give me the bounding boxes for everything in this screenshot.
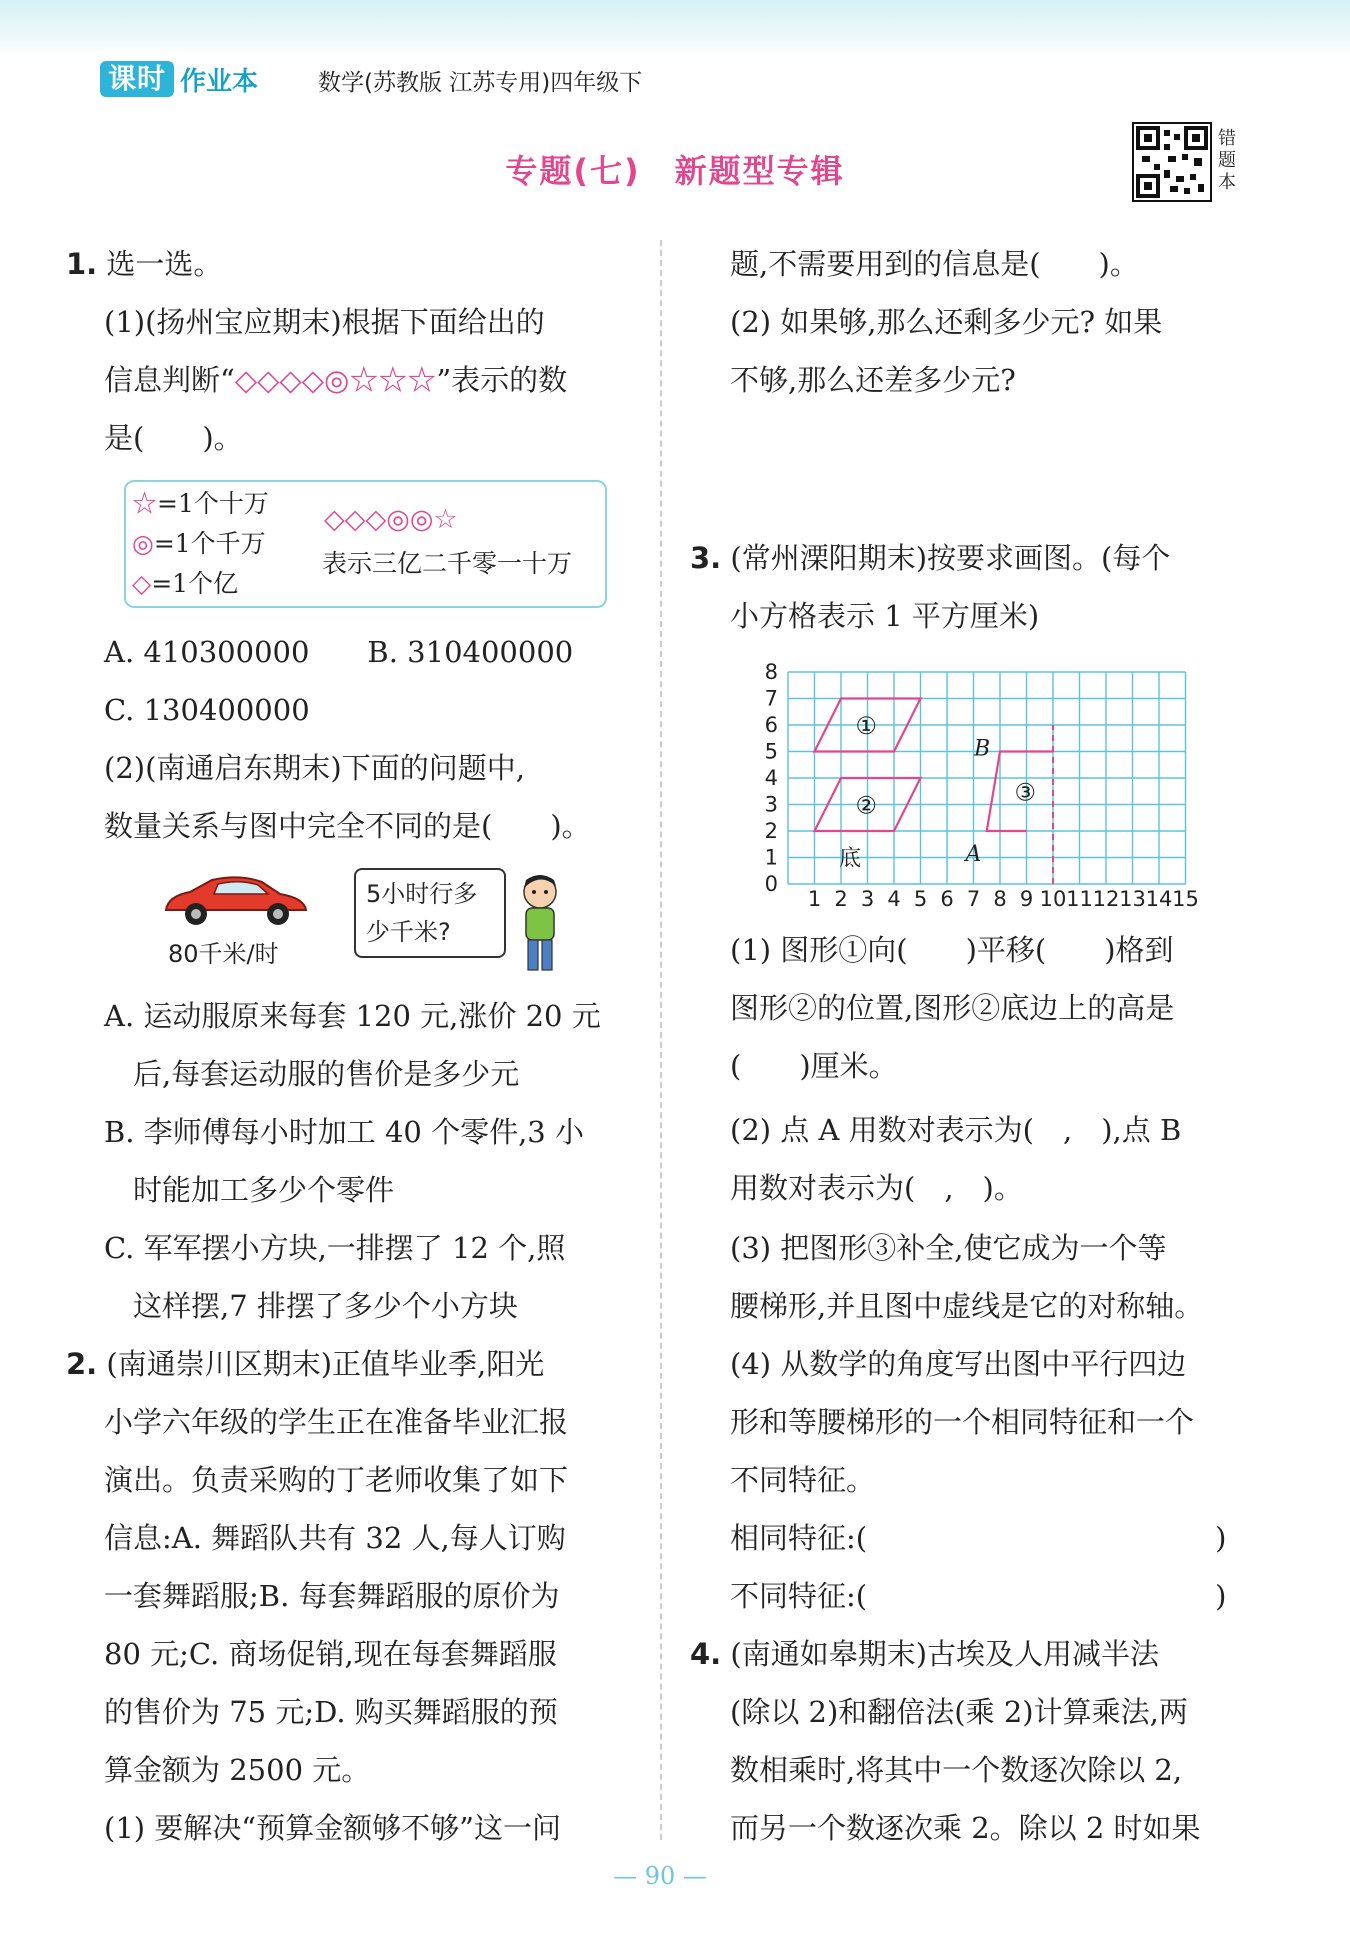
x-tick-label: 5 — [913, 887, 928, 911]
logo-badge: 课时 — [100, 61, 174, 97]
q3-part3-line: (3) 把图形③补全,使它成为一个等 — [730, 1231, 1167, 1265]
q1-option-b: B. 李师傅每小时加工 40 个零件,3 小 — [104, 1115, 584, 1149]
q4-line: 数相乘时,将其中一个数逐次除以 2, — [730, 1753, 1183, 1787]
book-info: 数学(苏教版 江苏专用)四年级下 — [318, 70, 643, 96]
page-title: 专题(七) 新题型专辑 — [505, 152, 845, 190]
header-band — [0, 0, 1350, 55]
x-tick-label: 13 — [1119, 887, 1146, 911]
shape-3-label: ③ — [1014, 778, 1037, 807]
q2-line: 一套舞蹈服;B. 每套舞蹈服的原价为 — [104, 1579, 560, 1613]
q1-option-c-cont: 这样摆,7 排摆了多少个小方块 — [104, 1289, 518, 1323]
car-speed-label: 80千米/时 — [168, 940, 279, 968]
speech-line-1: 5小时行多 — [366, 880, 478, 908]
y-tick-label: 7 — [764, 686, 778, 711]
y-tick-label: 0 — [764, 872, 778, 896]
same-feature-answer[interactable]: 相同特征:( ) — [730, 1521, 1227, 1555]
question-4-title: 4. (南通如皋期末)古埃及人用减半法 — [690, 1637, 1160, 1671]
q1-option-b-cont: 时能加工多少个零件 — [104, 1173, 395, 1207]
legend-diamond: ◇=1个亿 — [132, 569, 239, 598]
speech-line-2: 少千米? — [366, 918, 451, 946]
q3-part3-line: 腰梯形,并且图中虚线是它的对称轴。 — [730, 1289, 1204, 1323]
question-1-title: 1. 选一选。 — [66, 247, 223, 281]
x-tick-label: 1 — [807, 887, 822, 911]
info-box — [124, 480, 607, 608]
example-symbols: ◇◇◇◎◎☆ — [324, 504, 458, 535]
x-tick-label: 14 — [1145, 887, 1173, 911]
q2-part2-line: (2) 如果够,那么还剩多少元? 如果 — [730, 305, 1163, 339]
q2-line: 算金额为 2500 元。 — [104, 1753, 371, 1787]
point-a-label: A — [965, 842, 982, 867]
book-logo — [100, 60, 258, 98]
speech-bubble — [354, 868, 506, 958]
y-tick-label: 4 — [764, 766, 778, 790]
y-tick-label: 3 — [764, 792, 778, 817]
q2-line: 的售价为 75 元;D. 购买舞蹈服的预 — [104, 1695, 558, 1729]
q2-part2-line: 不够,那么还差多少元? — [730, 363, 1016, 397]
q2-part1-cont: 题,不需要用到的信息是( )。 — [730, 247, 1139, 281]
q4-line: (除以 2)和翻倍法(乘 2)计算乘法,两 — [730, 1695, 1188, 1729]
qr-code-icon[interactable] — [1132, 122, 1212, 202]
q1-option-c: C. 130400000 — [104, 693, 310, 727]
y-tick-label: 8 — [764, 660, 778, 684]
x-tick-label: 10 — [1039, 887, 1067, 911]
q1-option-a-cont: 后,每套运动服的售价是多少元 — [104, 1057, 520, 1091]
question-2-title: 2. (南通崇川区期末)正值毕业季,阳光 — [66, 1347, 545, 1381]
column-divider — [660, 240, 662, 1840]
q1-part2-line: (2)(南通启东期末)下面的问题中, — [104, 751, 525, 785]
example-text: 表示三亿二千零一十万 — [322, 549, 573, 578]
x-tick-label: 15 — [1172, 887, 1199, 911]
x-tick-label: 2 — [834, 887, 848, 911]
q1-option-a: A. 运动服原来每套 120 元,涨价 20 元 — [104, 999, 601, 1033]
q3-part1-line: (1) 图形①向( )平移( )格到 — [730, 933, 1174, 967]
q3-part4-line: (4) 从数学的角度写出图中平行四边 — [730, 1347, 1187, 1381]
q1-options-ab: A. 410300000 B. 310400000 — [104, 635, 574, 669]
x-tick-label: 7 — [966, 887, 981, 911]
q2-line: 信息:A. 舞蹈队共有 32 人,每人订购 — [104, 1521, 566, 1555]
q1-part1-line: 信息判断“◇◇◇◇◎☆☆☆”表示的数 — [104, 363, 568, 397]
q1-part1-blank: 是( )。 — [104, 421, 243, 455]
q1-option-c: C. 军军摆小方块,一排摆了 12 个,照 — [104, 1231, 566, 1265]
q2-line: 小学六年级的学生正在准备毕业汇报 — [104, 1405, 569, 1439]
q2-line: 80 元;C. 商场促销,现在每套舞蹈服 — [104, 1637, 557, 1671]
qr-label: 错题本 — [1218, 128, 1236, 193]
y-tick-label: 5 — [764, 739, 778, 764]
q1-part1-line: (1)(扬州宝应期末)根据下面给出的 — [104, 305, 545, 339]
x-tick-label: 6 — [940, 887, 954, 911]
coordinate-grid — [760, 652, 1220, 914]
logo-text: 作业本 — [180, 66, 259, 97]
shape-2-label: ② — [855, 791, 878, 820]
x-tick-label: 9 — [1019, 887, 1034, 911]
q3-part2-line: (2) 点 A 用数对表示为( , ),点 B — [730, 1113, 1182, 1147]
x-tick-label: 12 — [1092, 887, 1120, 911]
base-label: 底 — [839, 846, 862, 872]
q4-line: 而另一个数逐次乘 2。除以 2 时如果 — [730, 1811, 1201, 1845]
q3-part4-line: 形和等腰梯形的一个相同特征和一个 — [730, 1405, 1195, 1439]
legend-double-circle: ◎=1个千万 — [132, 529, 266, 558]
x-tick-label: 8 — [993, 887, 1007, 911]
y-tick-label: 1 — [764, 845, 778, 870]
question-3-title: 3. (常州溧阳期末)按要求画图。(每个 — [690, 541, 1171, 575]
q1-part2-line: 数量关系与图中完全不同的是( )。 — [104, 809, 591, 843]
q2-line: 演出。负责采购的丁老师收集了如下 — [104, 1463, 569, 1497]
q3-part1-blank: ( )厘米。 — [730, 1049, 898, 1083]
diff-feature-answer[interactable]: 不同特征:( ) — [730, 1579, 1227, 1613]
legend-star: ☆=1个十万 — [132, 489, 269, 518]
y-tick-label: 2 — [764, 819, 778, 843]
y-tick-label: 6 — [764, 713, 778, 737]
boy-icon — [512, 872, 568, 976]
page-number: — 90 — — [613, 1862, 707, 1890]
point-b-label: B — [974, 736, 991, 762]
q3-part4-line: 不同特征。 — [730, 1463, 876, 1497]
q3-part2-line: 用数对表示为( , )。 — [730, 1171, 1023, 1205]
x-tick-label: 3 — [860, 887, 875, 911]
q3-part1-line: 图形②的位置,图形②底边上的高是 — [730, 991, 1175, 1025]
q3-line: 小方格表示 1 平方厘米) — [730, 599, 1040, 633]
car-icon — [160, 870, 310, 930]
x-tick-label: 4 — [887, 887, 901, 911]
q2-part1-line: (1) 要解决“预算金额够不够”这一问 — [104, 1811, 561, 1845]
shape-1-label: ① — [855, 712, 878, 740]
x-tick-label: 11 — [1066, 887, 1093, 911]
